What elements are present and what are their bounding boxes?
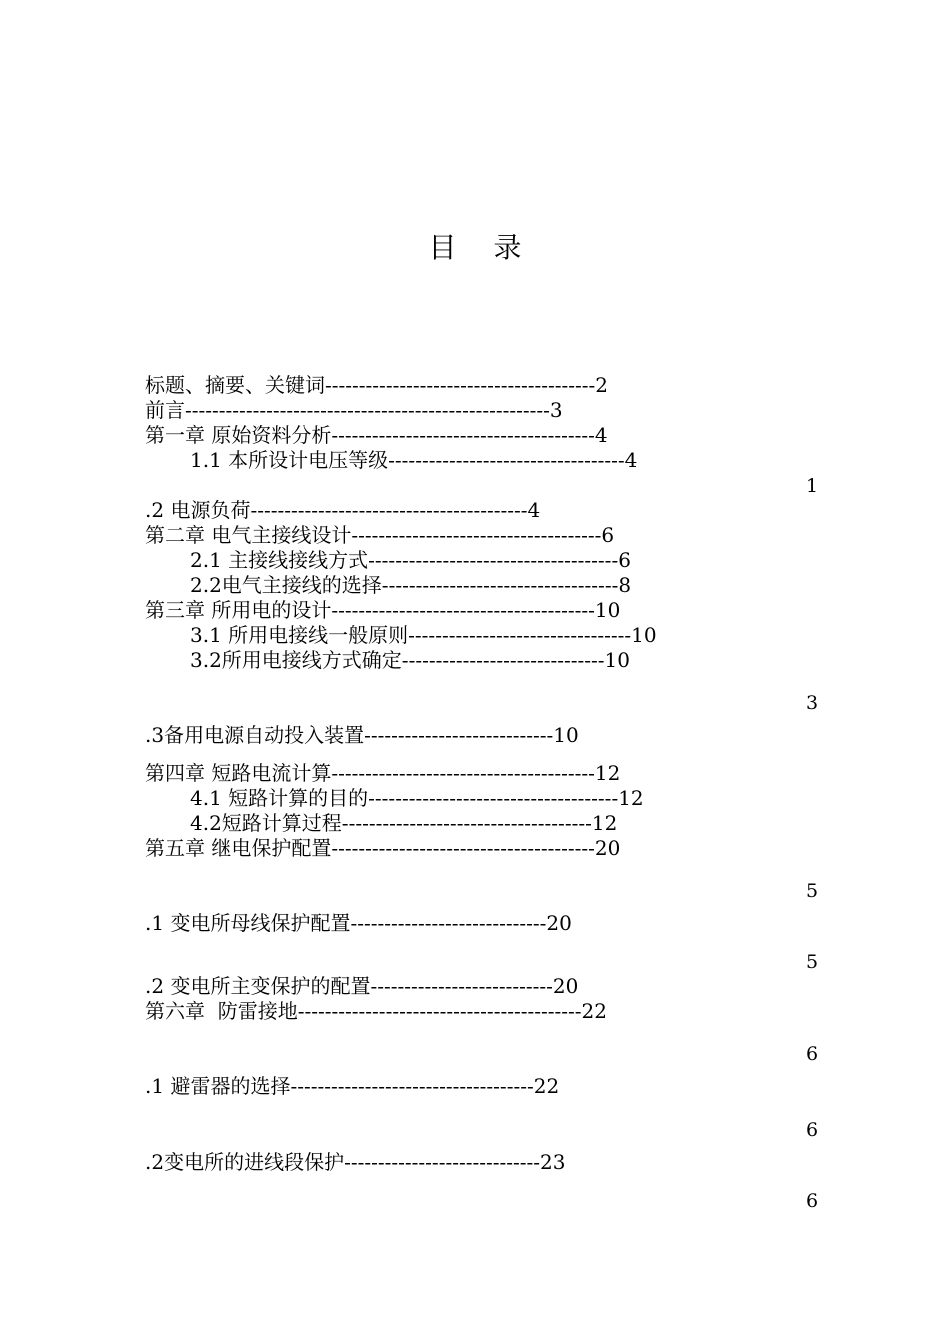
toc-entry-preface: 前言------------------------------------------------------3 <box>145 398 563 422</box>
margin-number: 1 <box>806 475 819 497</box>
page-title: 目 录 <box>428 231 536 264</box>
toc-entry-chapter-6: 第六章 防雷接地------------------------------------------22 <box>145 999 607 1023</box>
toc-entry-5-1: .1 变电所母线保护配置-----------------------------20 <box>145 911 572 935</box>
toc-entry-chapter-1: 第一章 原始资料分析---------------------------------------4 <box>145 423 608 447</box>
toc-entry-4-2: 4.2短路计算过程-------------------------------------12 <box>190 811 618 835</box>
margin-number: 5 <box>806 880 819 902</box>
toc-entry-chapter-3: 第三章 所用电的设计---------------------------------------10 <box>145 598 621 622</box>
margin-number: 5 <box>806 951 819 973</box>
toc-entry-2-2: 2.2电气主接线的选择-----------------------------------8 <box>190 573 632 597</box>
toc-entry-3-2: 3.2所用电接线方式确定------------------------------10 <box>190 648 630 672</box>
toc-entry-chapter-4: 第四章 短路电流计算---------------------------------------12 <box>145 761 621 785</box>
margin-number: 6 <box>806 1119 819 1141</box>
toc-entry-1-2: .2 电源负荷-----------------------------------------4 <box>145 498 541 522</box>
toc-entry-1-1: 1.1 本所设计电压等级-----------------------------------4 <box>190 448 638 472</box>
toc-entry-4-1: 4.1 短路计算的目的-------------------------------------12 <box>190 786 644 810</box>
margin-number: 6 <box>806 1043 819 1065</box>
toc-entry-chapter-2: 第二章 电气主接线设计-------------------------------------6 <box>145 523 615 547</box>
toc-entry-3-1: 3.1 所用电接线一般原则---------------------------------10 <box>190 623 657 647</box>
toc-entry-title-abstract: 标题、摘要、关键词----------------------------------------2 <box>145 373 609 397</box>
toc-entry-chapter-5: 第五章 继电保护配置---------------------------------------20 <box>145 836 621 860</box>
toc-entry-6-2: .2变电所的进线段保护-----------------------------23 <box>145 1150 566 1174</box>
margin-number: 6 <box>806 1190 819 1212</box>
toc-entry-5-2: .2 变电所主变保护的配置---------------------------20 <box>145 974 579 998</box>
margin-number: 3 <box>806 692 819 714</box>
toc-entry-6-1: .1 避雷器的选择------------------------------------22 <box>145 1074 560 1098</box>
toc-entry-3-3: .3备用电源自动投入装置----------------------------10 <box>145 723 579 747</box>
toc-entry-2-1: 2.1 主接线接线方式-------------------------------------6 <box>190 548 631 572</box>
